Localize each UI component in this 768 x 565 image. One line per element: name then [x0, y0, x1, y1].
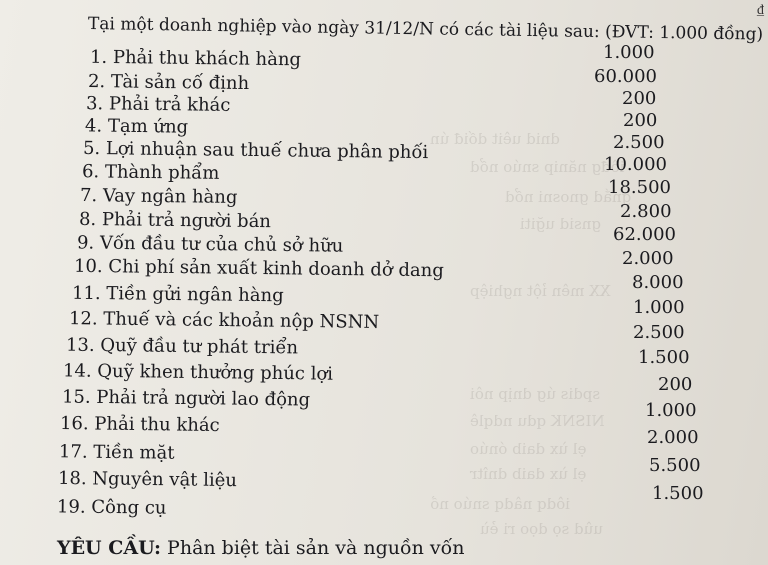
page-corner-mark: ₫ — [756, 2, 764, 18]
list-item-value: 2.000 — [622, 248, 674, 269]
list-item-label: 17. Tiền mặt — [58, 441, 175, 464]
list-item-value: 2.000 — [647, 427, 699, 448]
list-item-label: 5. Lợi nhuận sau thuế chưa phân phối — [82, 137, 429, 164]
requirement-line — [57, 537, 465, 559]
problem-statement: Tại một doanh nghiệp vào ngày 31/12/N có các tài liệu sau: (ĐVT: 1.000 đồng) — [87, 14, 764, 45]
list-item-value: 1.000 — [633, 297, 685, 318]
list-item-value: 1.500 — [652, 483, 704, 504]
list-item-value: 2.500 — [613, 132, 665, 153]
list-item-label: 4. Tạm ứng — [84, 115, 189, 138]
list-item-value: 62.000 — [613, 224, 676, 245]
list-item-value: 18.500 — [608, 177, 671, 198]
list-item-label: 19. Công cụ — [56, 496, 167, 519]
list-item-value: 200 — [623, 110, 658, 131]
list-item-value: 2.500 — [633, 322, 685, 343]
list-item-value: 60.000 — [594, 66, 657, 87]
list-item-value: 1.500 — [638, 347, 690, 368]
list-item-label: 9. Vốn đầu tư của chủ sở hữu — [76, 232, 344, 257]
list-item-label: 13. Quỹ đầu tư phát triển — [65, 334, 299, 359]
list-item-value: 200 — [622, 88, 657, 109]
list-item-value: 8.000 — [632, 272, 684, 293]
list-item-label: 12. Thuế và các khoản nộp NSNN — [68, 308, 380, 333]
list-item-value: 2.800 — [620, 201, 672, 222]
list-item-label: 10. Chi phí sản xuất kinh doanh dở dang — [73, 255, 444, 282]
list-item-label: 7. Vay ngân hàng — [79, 185, 238, 208]
list-item-label: 6. Thành phẩm — [81, 161, 220, 184]
list-item-label: 8. Phải trả người bán — [78, 208, 272, 233]
list-item-label: 14. Quỹ khen thưởng phúc lợi — [62, 360, 334, 385]
document-page: dnid uêit dốiđ ún iôđg nănip snúo nổd gnắd gnosni nổd gnsid uğiti XX mên ỉột nghiệp spdis úg dnịp nôi NISNK qdu ndqlê ẹl ùx daib ónúo ẹl ùx daib dnîtr iôdq nâdq snúo nồ uûd sọ dọo ri ẻù ₫ Tại một doanh nghiệp vào ngày 31/12/N có các tài liệu sau: (ĐVT: 1.000 đồng) 1. Phải thu khách hàng 1.000 2. Tài sản cố định 60.000 3. Phải trả khác 200 4. Tạm ứng 200 5. Lợi nhuận sau thuế chưa phân phối 2.500 6. Thành phẩm 10.000 7. Vay ngân hàng 18.500 8. Phải trả người bán 2.800 9. Vốn đầu tư của chủ sở hữu 62.000 10. Chi phí sản xuất kinh doanh dở dang 2.000 11. Tiền gửi ngân hàng 8.000 12. Thuế và các khoản nộp NSNN 1.000 13. Quỹ đầu tư phát triển 2.500 14. Quỹ khen thưởng phúc lợi 1.500 15. Phải trả người lao động 200 16. Phải thu khác 1.000 17. Tiền mặt 2.000 18. Nguyên vật liệu 5.500 19. Công cụ 1.500 YÊU CẦU: Phân biệt tài sản và nguồn vốn — [0, 0, 768, 565]
list-item-label: 2. Tài sản cố định — [87, 71, 250, 94]
list-item-label: 11. Tiền gửi ngân hàng — [71, 282, 284, 307]
list-item-label: 16. Phải thu khác — [59, 413, 220, 436]
list-item-label: 3. Phải trả khác — [85, 93, 231, 116]
list-item-label: 18. Nguyên vật liệu — [57, 467, 238, 492]
list-item-label: 15. Phải trả người lao động — [61, 386, 311, 411]
list-item-value: 5.500 — [649, 455, 701, 476]
requirement-text: Phân biệt tài sản và nguồn vốn — [167, 537, 465, 559]
list-item-label: 1. Phải thu khách hàng — [89, 46, 302, 71]
list-item-value: 10.000 — [604, 154, 667, 175]
list-item-value: 1.000 — [603, 42, 655, 63]
requirement-heading: YÊU CẦU: — [57, 537, 161, 559]
list-item-value: 1.000 — [645, 400, 697, 421]
list-item-value: 200 — [658, 374, 693, 395]
